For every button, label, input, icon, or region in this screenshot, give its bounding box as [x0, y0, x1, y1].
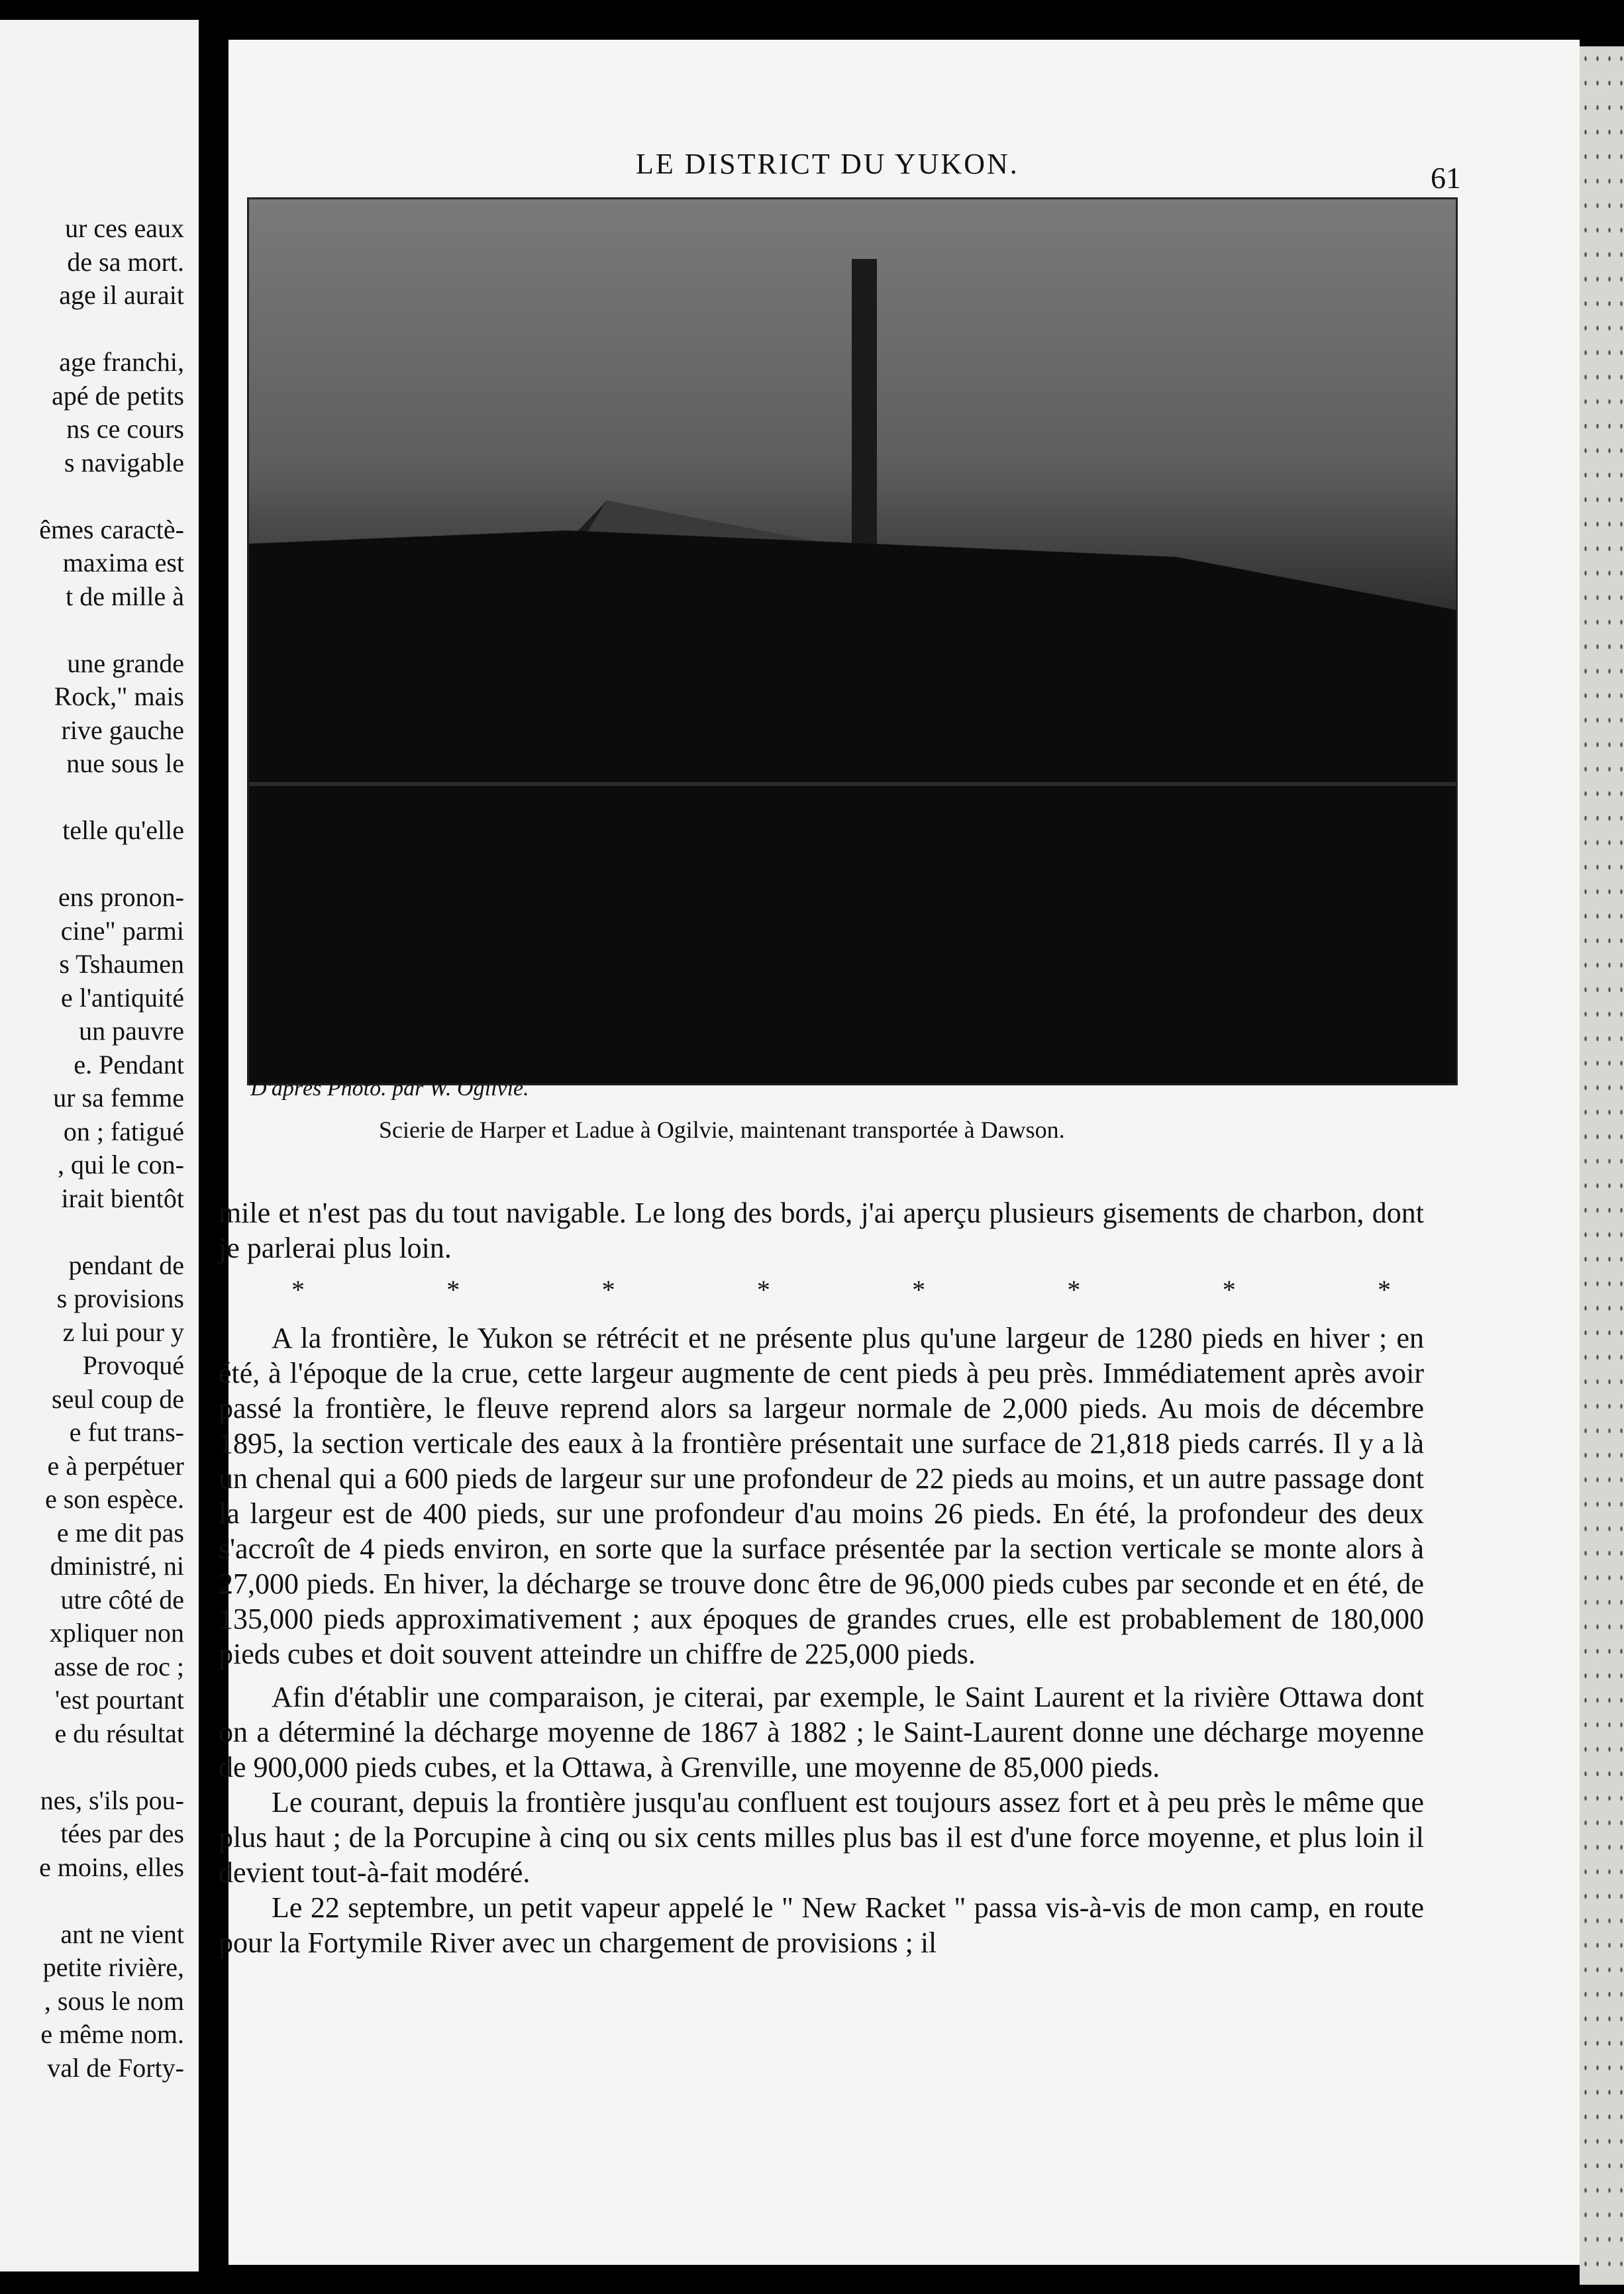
photo-caption: Scierie de Harper et Ladue à Ogilvie, maintenant transportée à Dawson. [379, 1117, 1065, 1143]
facing-page-line: t de mille à [66, 581, 184, 611]
facing-page-line: val de Forty- [47, 2052, 184, 2083]
facing-page-line: une grande [67, 648, 184, 678]
facing-page-line: de sa mort. [67, 246, 184, 277]
facing-page-line: seul coup de [52, 1383, 184, 1414]
facing-page-line: ant ne vient [60, 1919, 184, 1949]
facing-page-line: asse de roc ; [54, 1651, 184, 1681]
separator-star: * [291, 1275, 305, 1305]
paragraph: Le 22 septembre, un petit vapeur appelé le " New Racket " passa vis-à-vis de mon camp, en route pour la Fortymile River avec un chargement de provisions ; il [219, 1891, 1424, 1959]
facing-page-line: nue sous le [66, 748, 184, 778]
facing-page [0, 20, 199, 2271]
facing-page-line: , sous le nom [44, 1985, 184, 2016]
paragraph: Le courant, depuis la frontière jusqu'au confluent est toujours assez fort et à peu près le même que plus haut ; de la Porcupine à cinq ou six cents milles plus bas il est d'une force moyenne, et plus loin il devient tout-à-fait modéré. [219, 1786, 1424, 1889]
separator-star: * [601, 1275, 615, 1305]
facing-page-line: z lui pour y [62, 1317, 184, 1347]
facing-page-line: 'est pourtant [55, 1685, 184, 1715]
page-number: 61 [1431, 161, 1461, 195]
facing-page-line: Rock," mais [54, 681, 184, 711]
separator-star: * [1222, 1275, 1236, 1305]
facing-page-line: êmes caractè- [39, 514, 184, 544]
facing-page-line: cine" parmi [60, 915, 184, 946]
facing-page-line: telle qu'elle [62, 815, 184, 845]
sawmill-photo [247, 197, 1458, 1085]
facing-page-line: age franchi, [59, 347, 184, 377]
page-edge [1580, 46, 1624, 2285]
separator-star: * [1067, 1275, 1081, 1305]
facing-page-line: e fut trans- [69, 1417, 184, 1447]
facing-page-line: Provoqué [82, 1350, 184, 1380]
separator-star: * [1377, 1275, 1391, 1305]
body-text [219, 1195, 1424, 1960]
running-head: LE DISTRICT DU YUKON. [636, 148, 1019, 180]
paragraph: Afin d'établir une comparaison, je citerai, par exemple, le Saint Laurent et la rivière Ottawa dont on a déterminé la décharge moyenne de 1867 à 1882 ; le Saint-Laurent donne une décharge moyenne de 900,000 pieds cubes, et la Ottawa, à Grenville, une moyenne de 85,000 pieds. [219, 1681, 1424, 1783]
facing-page-line: e du résultat [54, 1718, 184, 1748]
facing-page-line: e moins, elles [39, 1852, 184, 1882]
facing-page-line: pendant de [68, 1250, 184, 1280]
sawmill-illustration [249, 199, 1456, 1083]
facing-page-line: e même nom. [40, 2019, 184, 2049]
facing-page-line: dministré, ni [50, 1551, 184, 1581]
facing-page-line: xpliquer non [49, 1618, 184, 1648]
facing-page-line: un pauvre [79, 1016, 184, 1046]
facing-page-line: ur sa femme [53, 1083, 184, 1113]
facing-page-line: e me dit pas [56, 1517, 184, 1548]
facing-page-line: age il aurait [59, 280, 184, 310]
facing-page-line: s navigable [64, 447, 184, 477]
facing-page-line: nes, s'ils pou- [40, 1785, 184, 1815]
paragraph-continuation: mile et n'est pas du tout navigable. Le long des bords, j'ai aperçu plusieurs gisements de charbon, dont je parlerai plus loin. [219, 1197, 1424, 1264]
facing-page-line: e. Pendant [74, 1049, 184, 1079]
facing-page-line: e l'antiquité [60, 982, 184, 1013]
facing-page-line: tées par des [60, 1819, 184, 1848]
facing-page-line: on ; fatigué [63, 1116, 184, 1146]
facing-page-line: ur ces eaux [65, 213, 184, 243]
facing-page-line: e à perpétuer [47, 1450, 184, 1481]
facing-page-line: , qui le con- [57, 1150, 184, 1179]
facing-page-line: rive gauche [61, 715, 184, 745]
photo-credit: D'après Photo. par W. Ogilvie. [250, 1076, 529, 1101]
facing-page-line: maxima est [62, 548, 184, 577]
section-separator [219, 1272, 1424, 1307]
facing-page-line: ns ce cours [66, 414, 184, 444]
facing-page-line: e son espèce. [45, 1484, 184, 1514]
separator-star: * [446, 1275, 460, 1305]
separator-star: * [912, 1275, 926, 1305]
facing-page-line: s Tshaumen [59, 949, 184, 979]
separator-star: * [756, 1275, 770, 1305]
facing-page-line: petite rivière, [42, 1952, 184, 1982]
facing-page-line: apé de petits [52, 380, 184, 411]
facing-page-line: s provisions [56, 1283, 184, 1313]
facing-page-line: irait bientôt [61, 1183, 184, 1213]
facing-page-line: utre côté de [60, 1584, 184, 1615]
paragraph: A la frontière, le Yukon se rétrécit et ne présente plus qu'une largeur de 1280 pieds en hiver ; en été, à l'époque de la crue, cette largeur augmente de cent pieds à peu près. Immédiatement après avoir passé la frontière, le fleuve reprend alors sa largeur normale de 2,000 pieds. Au mois de décembre 1895, la section verticale des eaux à la frontière présentait une surface de 21,818 pieds carrés. Il y a là un chenal qui a 600 pieds de largeur sur une profondeur de 22 pieds au moins, et un autre passage dont la largeur est de 400 pieds, sur une profondeur d'au moins 26 pieds. En été, la profondeur des deux s'accroît de 4 pieds environ, en sorte que la surface présentée par la section verticale se monte alors à 27,000 pieds. En hiver, la décharge se trouve donc être de 96,000 pieds cubes par seconde et en été, de 135,000 pieds approximativement ; aux époques de grandes crues, elle est probablement de 180,000 pieds cubes et doit souvent atteindre un chiffre de 225,000 pieds. [219, 1322, 1424, 1670]
facing-page-line: ens pronon- [58, 882, 184, 912]
